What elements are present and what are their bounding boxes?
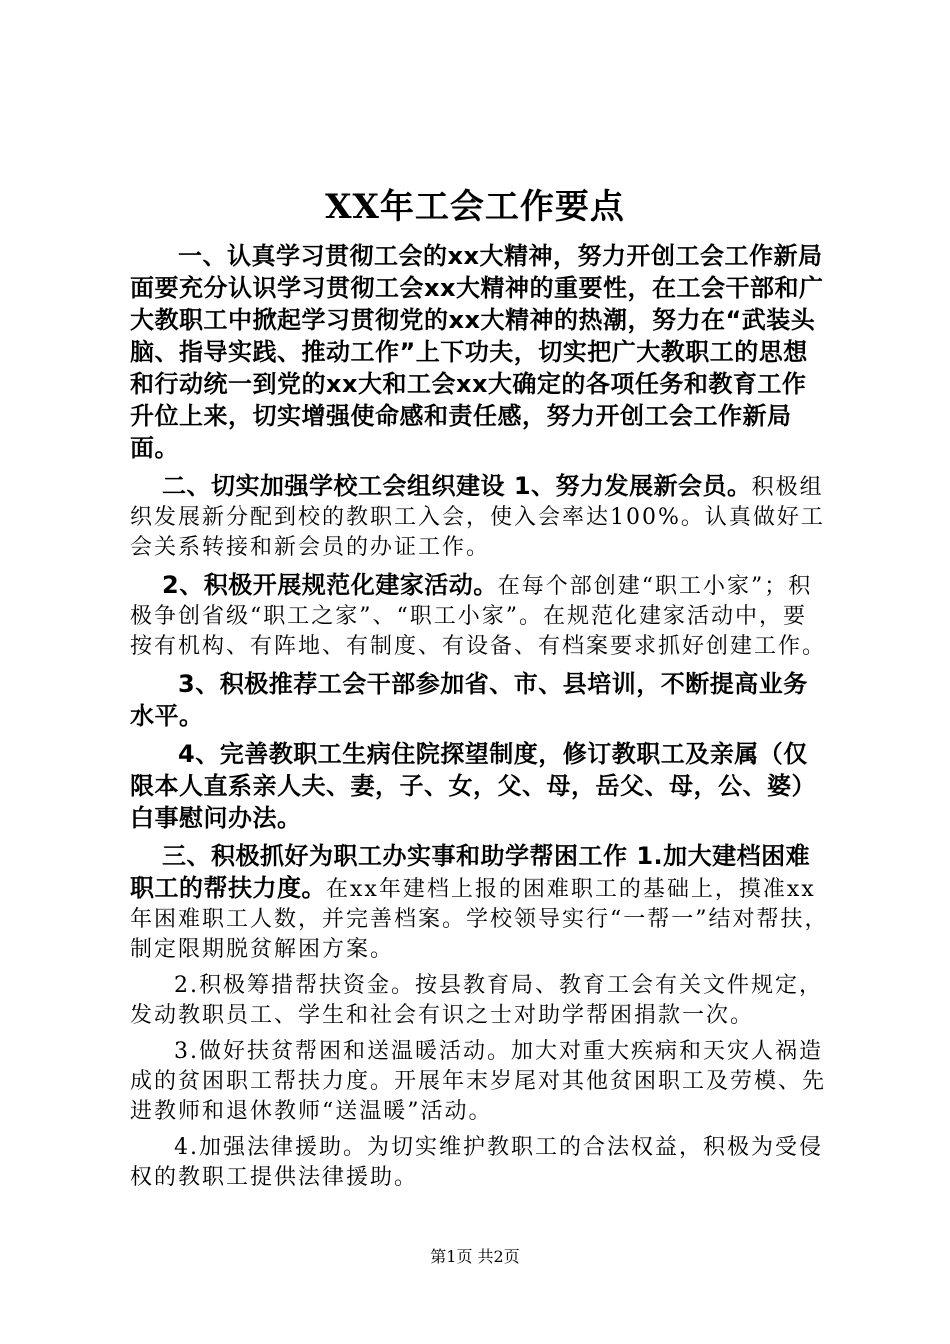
paragraph-5: 4、完善教职工生病住院探望制度，修订教职工及亲属（仅限本人直系亲人夫、妻，子、女，父、母，岳父、母，公、婆）白事慰问办法。 [130,740,816,832]
paragraph-2 [130,470,830,563]
paragraph-8: 3.做好扶贫帮困和送温暖活动。加大对重大疾病和天灾人祸造成的贫困职工帮扶力度。开展年末岁尾对其他贫困职工及劳模、先进教师和退休教师“送温暖”活动。 [130,1039,827,1124]
page-number: 第1页 共2页 [430,1247,520,1266]
paragraph-6 [130,840,830,965]
paragraph-3 [130,569,830,662]
paragraph-2-heading: 二、切实加强学校工会组织建设 1、努力发展新会员。 [162,472,752,500]
paragraph-6-text: 在xx年建档上报的困难职工的基础上，摸准xx年困难职工人数，并完善档案。学校领导实行“一帮一”结对帮扶，制定限期脱贫解困方案。 [130,877,829,962]
paragraph-6-heading: 三、积极抓好为职工办实事和助学帮困工作 1.加大建档困难职工的帮扶力度。 [130,842,811,902]
paragraph-3-heading: 2、积极开展规范化建家活动。 [162,571,498,599]
paragraph-1: 一、认真学习贯彻工会的xx大精神，努力开创工会工作新局面要充分认识学习贯彻工会xx大精神的重要性，在工会干部和广大教职工中掀起学习贯彻党的xx大精神的热潮，努力在“武装头脑、指导实践、推动工作”上下功夫，切实把广大教职工的思想和行动统一到党的xx大和工会xx大确定的各项任务和教育工作升位上来，切实增强使命感和责任感，努力开创工会工作新局面。 [130,242,824,462]
paragraph-3-text: 在每个部创建“职工小家”；积极争创省级“职工之家”、“职工小家”。在规范化建家活动中，要按有机构、有阵地、有制度、有设备、有档案要求抓好创建工作。 [130,574,827,659]
paragraph-2-text: 积极组织发展新分配到校的教职工入会，使入会率达100%。认真做好工会关系转接和新会员的办证工作。 [130,475,825,560]
paragraph-4: 3、积极推荐工会干部参加省、市、县培训，不断提高业务水平。 [130,670,808,730]
paragraph-7: 2.积极筹措帮扶资金。按县教育局、教育工会有关文件规定，发动教职员工、学生和社会有识之士对助学帮困捐款一次。 [130,973,823,1028]
document-title: XX年工会工作要点 [325,187,625,227]
document-body [130,240,830,1193]
paragraph-9: 4.加强法律援助。为切实维护教职工的合法权益，积极为受侵权的教职工提供法律援助。 [130,1135,823,1190]
